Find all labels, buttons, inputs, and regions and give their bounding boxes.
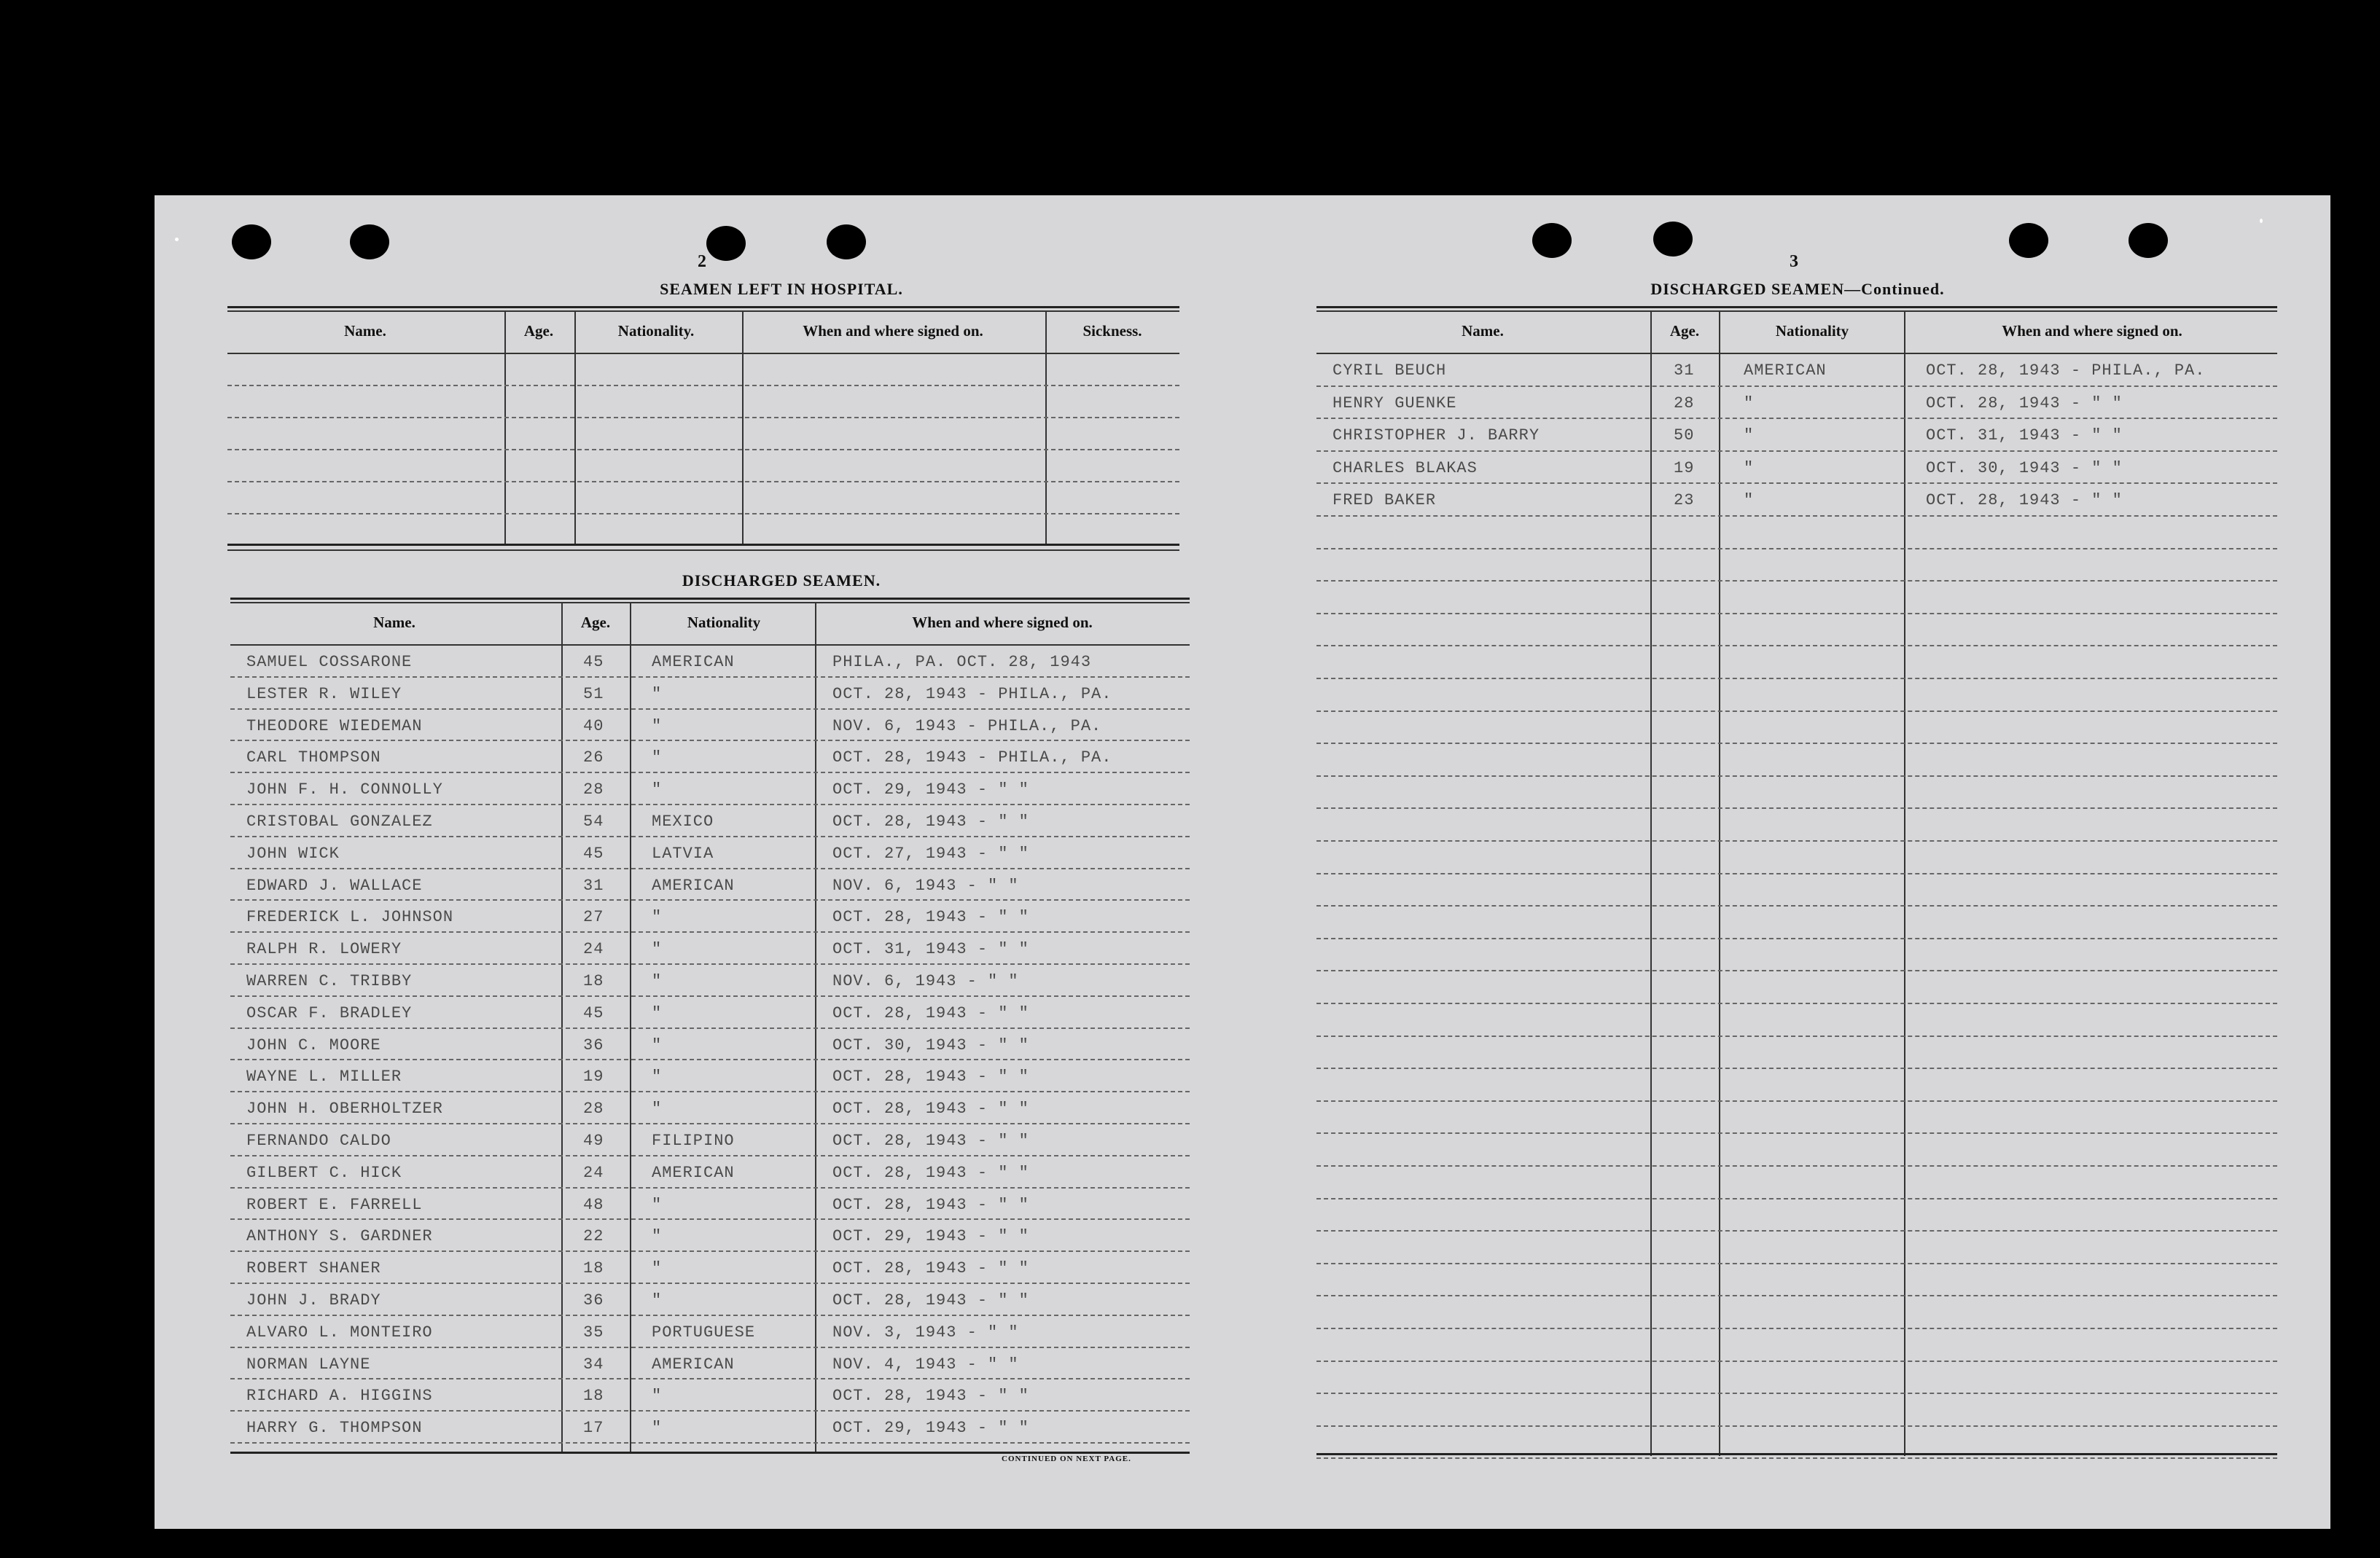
ruled-line [1316,711,2277,712]
seaman-nationality: " [1744,491,1755,510]
seaman-nationality: " [652,908,663,927]
seaman-nationality: " [652,1259,663,1278]
seaman-signed-on: OCT. 28, 1943 - PHILA., PA. [832,748,1112,767]
ruled-line [230,1091,1190,1092]
col-header-name: Name. [344,322,386,340]
seaman-signed-on: OCT. 28, 1943 - " " [832,1163,1029,1182]
col-header-nationality: Nationality. [617,322,695,340]
paper-speck [2260,219,2263,223]
ruled-line [1316,775,2277,777]
seaman-age: 48 [583,1195,604,1214]
seaman-signed-on: OCT. 28, 1943 - " " [832,1003,1029,1022]
seaman-age: 18 [583,1259,604,1278]
seaman-age: 51 [583,684,604,703]
seaman-nationality: " [652,684,663,703]
seaman-age: 24 [583,1163,604,1182]
seaman-age: 45 [583,653,604,671]
col-header-age: Age. [523,322,554,340]
ruled-line [230,836,1190,837]
seaman-age: 45 [583,844,604,863]
seaman-name: EDWARD J. WALLACE [246,876,423,895]
seaman-nationality: " [652,1195,663,1214]
discharged-continued-title: DISCHARGED SEAMEN—Continued. [1650,280,1945,298]
ruled-line [230,1378,1190,1379]
seaman-signed-on: OCT. 30, 1943 - " " [832,1036,1029,1054]
seaman-nationality: " [652,1387,663,1406]
seaman-age: 19 [1674,458,1695,477]
ruled-line [230,1187,1190,1189]
paper-speck [175,238,179,241]
ruled-line [230,1059,1190,1060]
col-header-age: Age. [1669,322,1700,340]
seaman-nationality: " [1744,458,1755,477]
ruled-line [1316,1263,2277,1264]
seaman-name: OSCAR F. BRADLEY [246,1003,413,1022]
seaman-name: CARL THOMPSON [246,748,381,767]
seaman-age: 28 [583,1100,604,1119]
discharged-table [230,598,1190,1457]
seaman-name: ALVARO L. MONTEIRO [246,1323,433,1342]
seaman-age: 24 [583,940,604,959]
ruled-line [1316,938,2277,939]
seaman-age: 26 [583,748,604,767]
seaman-name: CRISTOBAL GONZALEZ [246,813,433,831]
seaman-nationality: " [1744,394,1755,412]
seaman-signed-on: OCT. 28, 1943 - " " [832,1387,1029,1406]
col-header-name: Name. [1462,322,1504,340]
seaman-nationality: AMERICAN [652,653,735,671]
seaman-age: 49 [583,1132,604,1150]
seaman-nationality: " [652,716,663,735]
seaman-age: 35 [583,1323,604,1342]
page-number: 3 [1790,252,1798,271]
seaman-age: 36 [583,1291,604,1310]
seaman-name: JOHN J. BRADY [246,1291,381,1310]
ruled-line [1316,1230,2277,1232]
ruled-line [230,1442,1190,1444]
seaman-name: HENRY GUENKE [1333,394,1457,412]
seaman-age: 34 [583,1355,604,1374]
seaman-age: 27 [583,908,604,927]
col-header-nationality: Nationality [1775,322,1849,340]
binder-hole [1532,223,1572,258]
seaman-age: 18 [583,972,604,990]
binder-hole [350,224,389,259]
ruled-line [230,931,1190,933]
ledger-sheet [155,195,2330,1529]
seaman-name: LESTER R. WILEY [246,684,402,703]
ruled-line [230,772,1190,773]
seaman-nationality: " [652,1291,663,1310]
seaman-signed-on: NOV. 6, 1943 - " " [832,876,1019,895]
ruled-line [230,1250,1190,1252]
ruled-line [1316,1068,2277,1069]
seaman-name: NORMAN LAYNE [246,1355,371,1374]
hospital-table [227,306,1179,554]
ruled-line [230,868,1190,869]
seaman-age: 36 [583,1036,604,1054]
seaman-signed-on: OCT. 28, 1943 - " " [832,908,1029,927]
ruled-line [1316,1328,2277,1329]
binder-hole [2129,223,2168,258]
seaman-age: 31 [1674,361,1695,380]
seaman-name: RALPH R. LOWERY [246,940,402,959]
page-number: 2 [698,252,706,271]
seaman-nationality: AMERICAN [652,1355,735,1374]
binder-hole [2009,223,2048,258]
seaman-signed-on: OCT. 28, 1943 - " " [832,813,1029,831]
seaman-signed-on: OCT. 28, 1943 - " " [832,1195,1029,1214]
seaman-nationality: " [652,780,663,799]
seaman-signed-on: OCT. 29, 1943 - " " [832,1419,1029,1438]
seaman-nationality: " [652,748,663,767]
ruled-line [1316,1361,2277,1362]
ruled-line [1316,1165,2277,1167]
seaman-signed-on: OCT. 31, 1943 - " " [832,940,1029,959]
col-header-sickness: Sickness. [1082,322,1142,340]
ruled-line [230,1315,1190,1316]
ruled-line [1316,905,2277,907]
ruled-line [1316,385,2277,387]
seaman-name: WAYNE L. MILLER [246,1068,402,1087]
seaman-age: 45 [583,1003,604,1022]
seaman-name: JOHN WICK [246,844,340,863]
ruled-line [230,1218,1190,1220]
seaman-age: 22 [583,1227,604,1246]
ruled-line [1316,807,2277,809]
seaman-name: WARREN C. TRIBBY [246,972,413,990]
seaman-signed-on: NOV. 3, 1943 - " " [832,1323,1019,1342]
seaman-signed-on: OCT. 28, 1943 - " " [1926,491,2123,510]
seaman-signed-on: OCT. 29, 1943 - " " [832,780,1029,799]
seaman-name: CHRISTOPHER J. BARRY [1333,426,1540,445]
seaman-name: FERNANDO CALDO [246,1132,391,1150]
ruled-line [1316,1295,2277,1296]
ruled-line [1316,1132,2277,1134]
ruled-line [1316,1425,2277,1427]
col-header-signed-on: When and where signed on. [2002,322,2182,340]
seaman-age: 19 [583,1068,604,1087]
seaman-age: 28 [583,780,604,799]
binder-hole [232,224,271,259]
binder-hole [1653,222,1693,257]
ruled-line [1316,482,2277,484]
ruled-line [230,1410,1190,1412]
binder-hole [706,226,746,261]
seaman-nationality: " [652,1068,663,1087]
seaman-name: JOHN F. H. CONNOLLY [246,780,443,799]
ruled-line [1316,613,2277,614]
col-header-name: Name. [373,614,415,631]
ruled-line [1316,450,2277,452]
ruled-line [230,740,1190,741]
ruled-line [1316,1036,2277,1037]
seaman-nationality: AMERICAN [652,1163,735,1182]
seaman-signed-on: OCT. 27, 1943 - " " [832,844,1029,863]
seaman-name: ROBERT E. FARRELL [246,1195,423,1214]
ruled-line [230,1123,1190,1124]
seaman-signed-on: OCT. 28, 1943 - " " [1926,394,2123,412]
seaman-nationality: AMERICAN [1744,361,1827,380]
ruled-line [1316,1393,2277,1394]
ruled-line [1316,1100,2277,1102]
ruled-line [1316,840,2277,842]
seaman-name: JOHN H. OBERHOLTZER [246,1100,443,1119]
col-header-signed-on: When and where signed on. [912,614,1093,631]
seaman-age: 50 [1674,426,1695,445]
ruled-line [230,899,1190,901]
ruled-line [230,1283,1190,1284]
ruled-line [1316,645,2277,646]
ruled-line [1316,1457,2277,1459]
seaman-nationality: LATVIA [652,844,714,863]
seaman-name: ROBERT SHANER [246,1259,381,1278]
seaman-nationality: " [652,1036,663,1054]
seaman-age: 17 [583,1419,604,1438]
seaman-name: FREDERICK L. JOHNSON [246,908,454,927]
hospital-section-title: SEAMEN LEFT IN HOSPITAL. [660,280,903,298]
continued-note: CONTINUED ON NEXT PAGE. [1002,1455,1131,1463]
seaman-signed-on: OCT. 28, 1943 - " " [832,1291,1029,1310]
ruled-line [230,676,1190,678]
seaman-nationality: " [652,972,663,990]
ruled-line [230,804,1190,805]
ruled-line [1316,970,2277,971]
seaman-signed-on: OCT. 28, 1943 - PHILA., PA. [832,684,1112,703]
ruled-line [1316,678,2277,679]
seaman-age: 40 [583,716,604,735]
seaman-signed-on: OCT. 28, 1943 - " " [832,1068,1029,1087]
ruled-line [1316,515,2277,517]
seaman-name: CYRIL BEUCH [1333,361,1447,380]
ruled-line [1316,580,2277,582]
seaman-signed-on: NOV. 4, 1943 - " " [832,1355,1019,1374]
seaman-age: 31 [583,876,604,895]
ruled-line [230,1155,1190,1156]
seaman-nationality: AMERICAN [652,876,735,895]
seaman-signed-on: OCT. 28, 1943 - " " [832,1259,1029,1278]
ruled-line [1316,548,2277,549]
seaman-signed-on: OCT. 28, 1943 - " " [832,1132,1029,1150]
discharged-section-title: DISCHARGED SEAMEN. [682,571,881,590]
seaman-signed-on: OCT. 29, 1943 - " " [832,1227,1029,1246]
col-header-signed-on: When and where signed on. [803,322,983,340]
discharged-continued-table [1316,306,2277,1457]
col-header-age: Age. [580,614,611,631]
seaman-name: HARRY G. THOMPSON [246,1419,423,1438]
seaman-nationality: FILIPINO [652,1132,735,1150]
ruled-line [230,963,1190,965]
seaman-signed-on: OCT. 30, 1943 - " " [1926,458,2123,477]
seaman-name: ANTHONY S. GARDNER [246,1227,433,1246]
seaman-nationality: " [652,1227,663,1246]
seaman-nationality: " [652,1100,663,1119]
seaman-age: 28 [1674,394,1695,412]
ruled-line [230,1347,1190,1348]
col-header-nationality: Nationality [687,614,761,631]
seaman-name: SAMUEL COSSARONE [246,653,413,671]
ruled-line [1316,743,2277,744]
ruled-line [230,1027,1190,1029]
seaman-age: 23 [1674,491,1695,510]
seaman-name: GILBERT C. HICK [246,1163,402,1182]
binder-hole [827,224,866,259]
seaman-signed-on: OCT. 28, 1943 - PHILA., PA. [1926,361,2206,380]
seaman-name: JOHN C. MOORE [246,1036,381,1054]
seaman-name: THEODORE WIEDEMAN [246,716,423,735]
seaman-nationality: MEXICO [652,813,714,831]
seaman-age: 54 [583,813,604,831]
ruled-line [1316,1003,2277,1004]
ruled-line [1316,873,2277,874]
seaman-age: 18 [583,1387,604,1406]
ruled-line [230,995,1190,997]
seaman-signed-on: OCT. 31, 1943 - " " [1926,426,2123,445]
seaman-signed-on: PHILA., PA. OCT. 28, 1943 [832,653,1092,671]
seaman-nationality: PORTUGUESE [652,1323,756,1342]
seaman-signed-on: NOV. 6, 1943 - PHILA., PA. [832,716,1102,735]
seaman-nationality: " [652,1419,663,1438]
seaman-name: RICHARD A. HIGGINS [246,1387,433,1406]
ruled-line [230,708,1190,710]
seaman-nationality: " [1744,426,1755,445]
ruled-line [1316,1198,2277,1199]
seaman-signed-on: OCT. 28, 1943 - " " [832,1100,1029,1119]
seaman-nationality: " [652,940,663,959]
ruled-line [1316,418,2277,419]
seaman-nationality: " [652,1003,663,1022]
seaman-name: FRED BAKER [1333,491,1437,510]
seaman-name: CHARLES BLAKAS [1333,458,1478,477]
seaman-signed-on: NOV. 6, 1943 - " " [832,972,1019,990]
